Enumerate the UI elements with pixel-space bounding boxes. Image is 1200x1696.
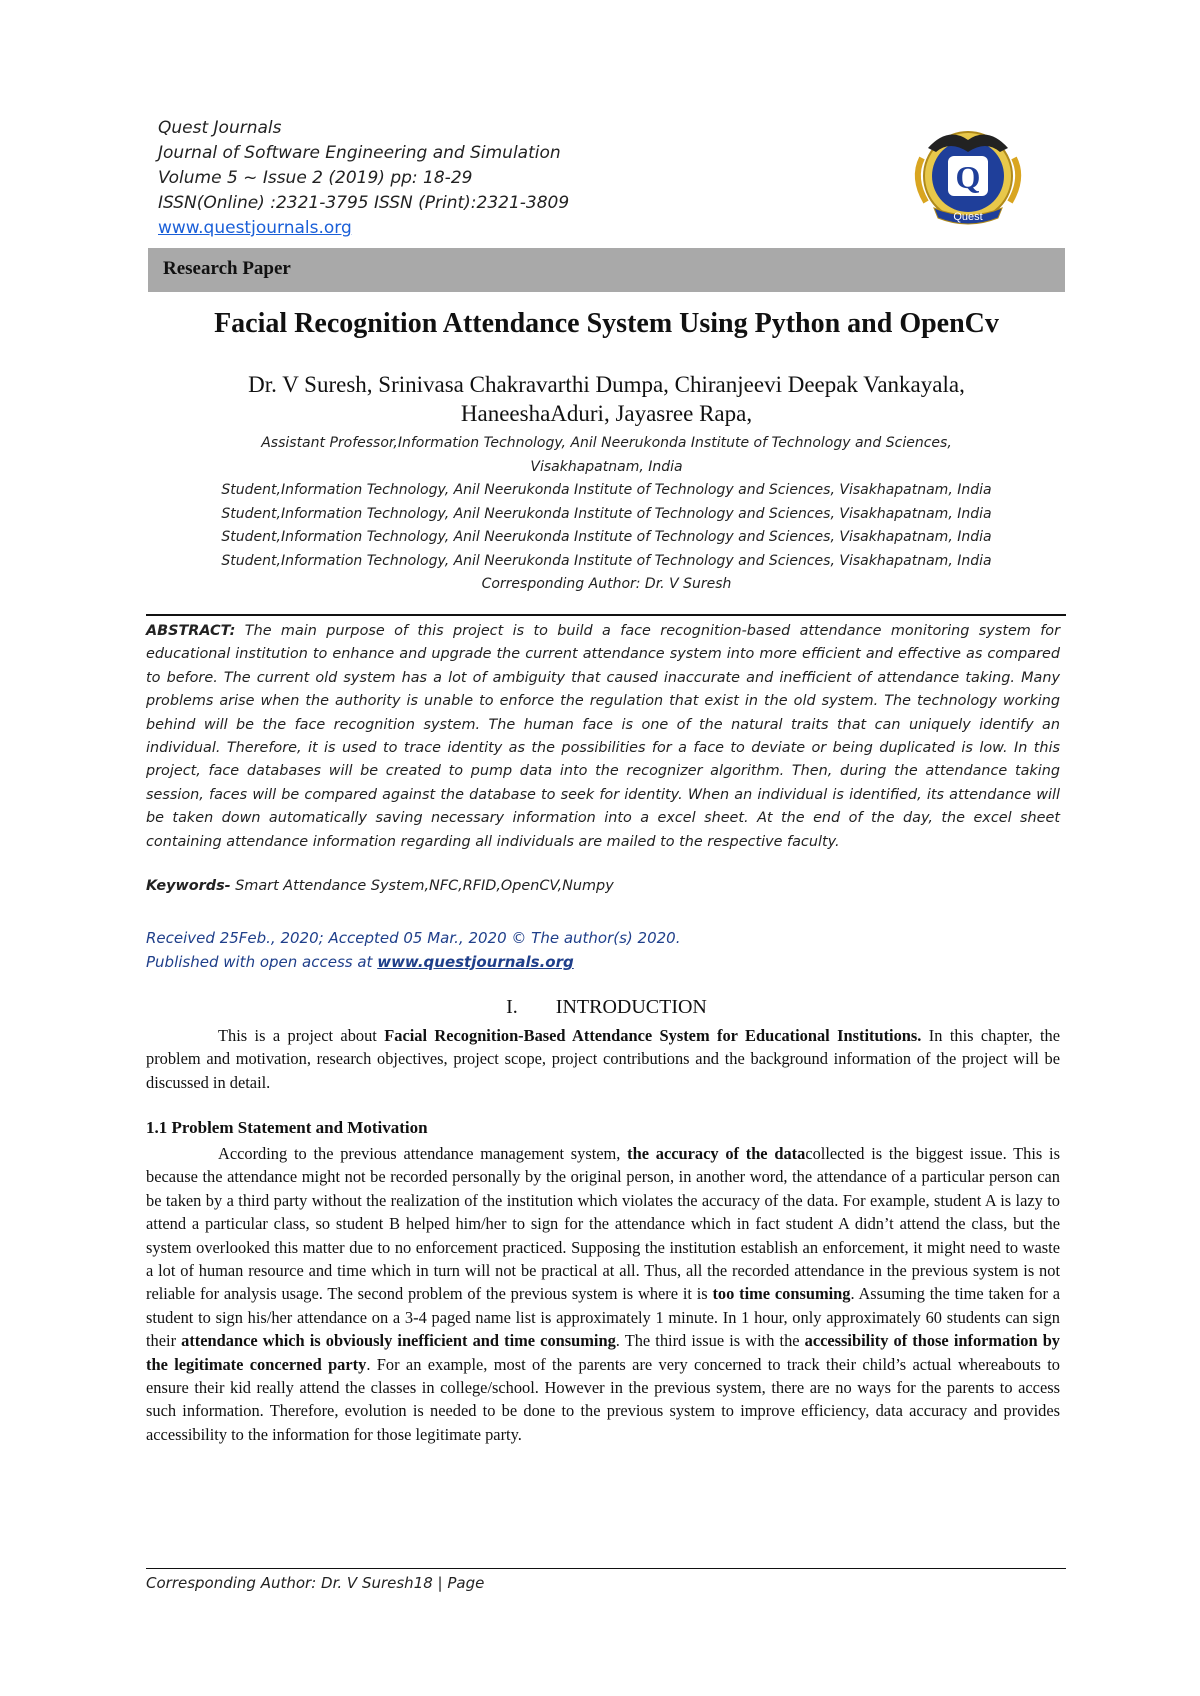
affiliation-line: Assistant Professor,Information Technology, Anil Neerukonda Institute of Technology and Sciences, [261, 435, 952, 451]
keywords-label: Keywords- [146, 878, 231, 894]
journal-website-link[interactable]: www.questjournals.org [158, 218, 352, 238]
affiliation-line: Student,Information Technology, Anil Neerukonda Institute of Technology and Sciences, Visakhapatnam, India [221, 505, 992, 522]
issn-info: ISSN(Online) :2321-3795 ISSN (Print):2321-3809 [158, 193, 570, 213]
abstract [146, 620, 1060, 854]
volume-info: Volume 5 ~ Issue 2 (2019) pp: 18-29 [158, 168, 473, 188]
paper-type-label: Research Paper [163, 258, 291, 279]
affiliation-line: Visakhapatnam, India [530, 458, 683, 475]
author-list [148, 370, 1065, 428]
received-dates: Received 25Feb., 2020; Accepted 05 Mar., 2020 © The author(s) 2020. [146, 929, 681, 947]
authors-line-1: Dr. V Suresh, Srinivasa Chakravarthi Dumpa, Chiranjeevi Deepak Vankayala, [248, 372, 965, 397]
intro-text: This is a project about [218, 1026, 385, 1045]
subsection-heading: 1.1 Problem Statement and Motivation [146, 1118, 428, 1137]
publication-info [146, 926, 1060, 974]
abstract-label: ABSTRACT: [146, 623, 236, 639]
affiliation-line: Student,Information Technology, Anil Neerukonda Institute of Technology and Sciences, Visakhapatnam, India [221, 552, 992, 569]
logo-letter: Q [955, 159, 981, 195]
abstract-text: The main purpose of this project is to build a face recognition-based attendance monitoring system for educational institution to enhance and upgrade the current attendance system into more efficient and effective as compared to before. The current old system has a lot of ambiguity that caused inaccurate and inefficient of attendance taking. Many problems arise when the authority is unable to enforce the regulation that exist in the old system. The technology working behind will be the face recognition system. The human face is one of the natural traits that can uniquely identify an individual. Therefore, it is used to trace identity as the possibilities for a face to deviate or being duplicated is low. In this project, face databases will be created to pump data into the recognizer algorithm. Then, during the attendance taking session, faces will be compared against the database to seek for identity. When an individual is identified, its attendance will be taken down automatically saving necessary information into a excel sheet. At the end of the day, the excel sheet containing attendance information regarding all individuals are mailed to the respective faculty. [146, 623, 1060, 850]
logo-text: Quest [953, 211, 983, 223]
section-title: INTRODUCTION [555, 996, 707, 1018]
authors-line-2: HaneeshaAduri, Jayasree Rapa, [460, 401, 753, 426]
quest-logo [908, 118, 1028, 230]
published-link[interactable]: www.questjournals.org [377, 953, 574, 971]
footer-rule [146, 1568, 1066, 1569]
intro-text: In this chapter, the problem and motivation, research objectives, project scope, project contributions and the background information of the project will be discussed in detail. [146, 1026, 1060, 1092]
publisher-name: Quest Journals [158, 118, 282, 138]
corresponding-author-line: Corresponding Author: Dr. V Suresh [481, 576, 732, 592]
intro-paragraph [146, 1024, 1060, 1094]
paper-title: Facial Recognition Attendance System Using Python and OpenCv [214, 308, 999, 339]
abstract-top-rule [146, 614, 1066, 616]
introduction-heading [148, 996, 1065, 1019]
affiliations [148, 432, 1065, 597]
problem-statement-paragraph: According to the previous attendance management system, the accuracy of the datacollected is the biggest issue. This is because the attendance might not be recorded personally by the original person, in another word, the attendance of a particular person can be taken by a third party without the realization of the institution which violates the accuracy of the data. For example, student A is lazy to attend a particular class, so student B helped him/her to sign for the attendance which in fact student A didn’t attend the class, but the system overlooked this matter due to no enforcement practiced. Supposing the institution establish an enforcement, it might need to waste a lot of human resource and time which in turn will not be practical at all. Thus, all the recorded attendance in the previous system is not reliable for analysis usage. The second problem of the previous system is where it is too time consuming. Assuming the time taken for a student to sign his/her attendance on a 3-4 paged name list is approximately 1 minute. In 1 hour, only approximately 60 students can sign their attendance which is obviously inefficient and time consuming. The third issue is with the accessibility of those information by the legitimate concerned party. For an example, most of the parents are very concerned to track their child’s actual whereabouts to ensure their kid really attend the classes in college/school. However in the previous system, there are no ways for the parents to access such information. Therefore, evolution is needed to be done to the previous system to improve efficiency, data accuracy and provides accessibility to the information for those legitimate party. [146, 1144, 1061, 1444]
keywords [146, 878, 1060, 894]
published-prefix: Published with open access at [146, 953, 373, 971]
affiliation-line: Student,Information Technology, Anil Neerukonda Institute of Technology and Sciences, Visakhapatnam, India [221, 529, 992, 545]
journal-name: Journal of Software Engineering and Simulation [158, 143, 561, 163]
keywords-text: Smart Attendance System,NFC,RFID,OpenCV,Numpy [235, 878, 614, 894]
paper-type-band [148, 248, 1065, 292]
section-number: I. [506, 996, 518, 1018]
page-footer: Corresponding Author: Dr. V Suresh18 | Page [146, 1574, 485, 1592]
intro-bold-text: Facial Recognition-Based Attendance System for Educational Institutions. [384, 1026, 922, 1045]
affiliation-line: Student,Information Technology, Anil Neerukonda Institute of Technology and Sciences, Visakhapatnam, India [221, 482, 992, 498]
journal-header [158, 116, 858, 241]
